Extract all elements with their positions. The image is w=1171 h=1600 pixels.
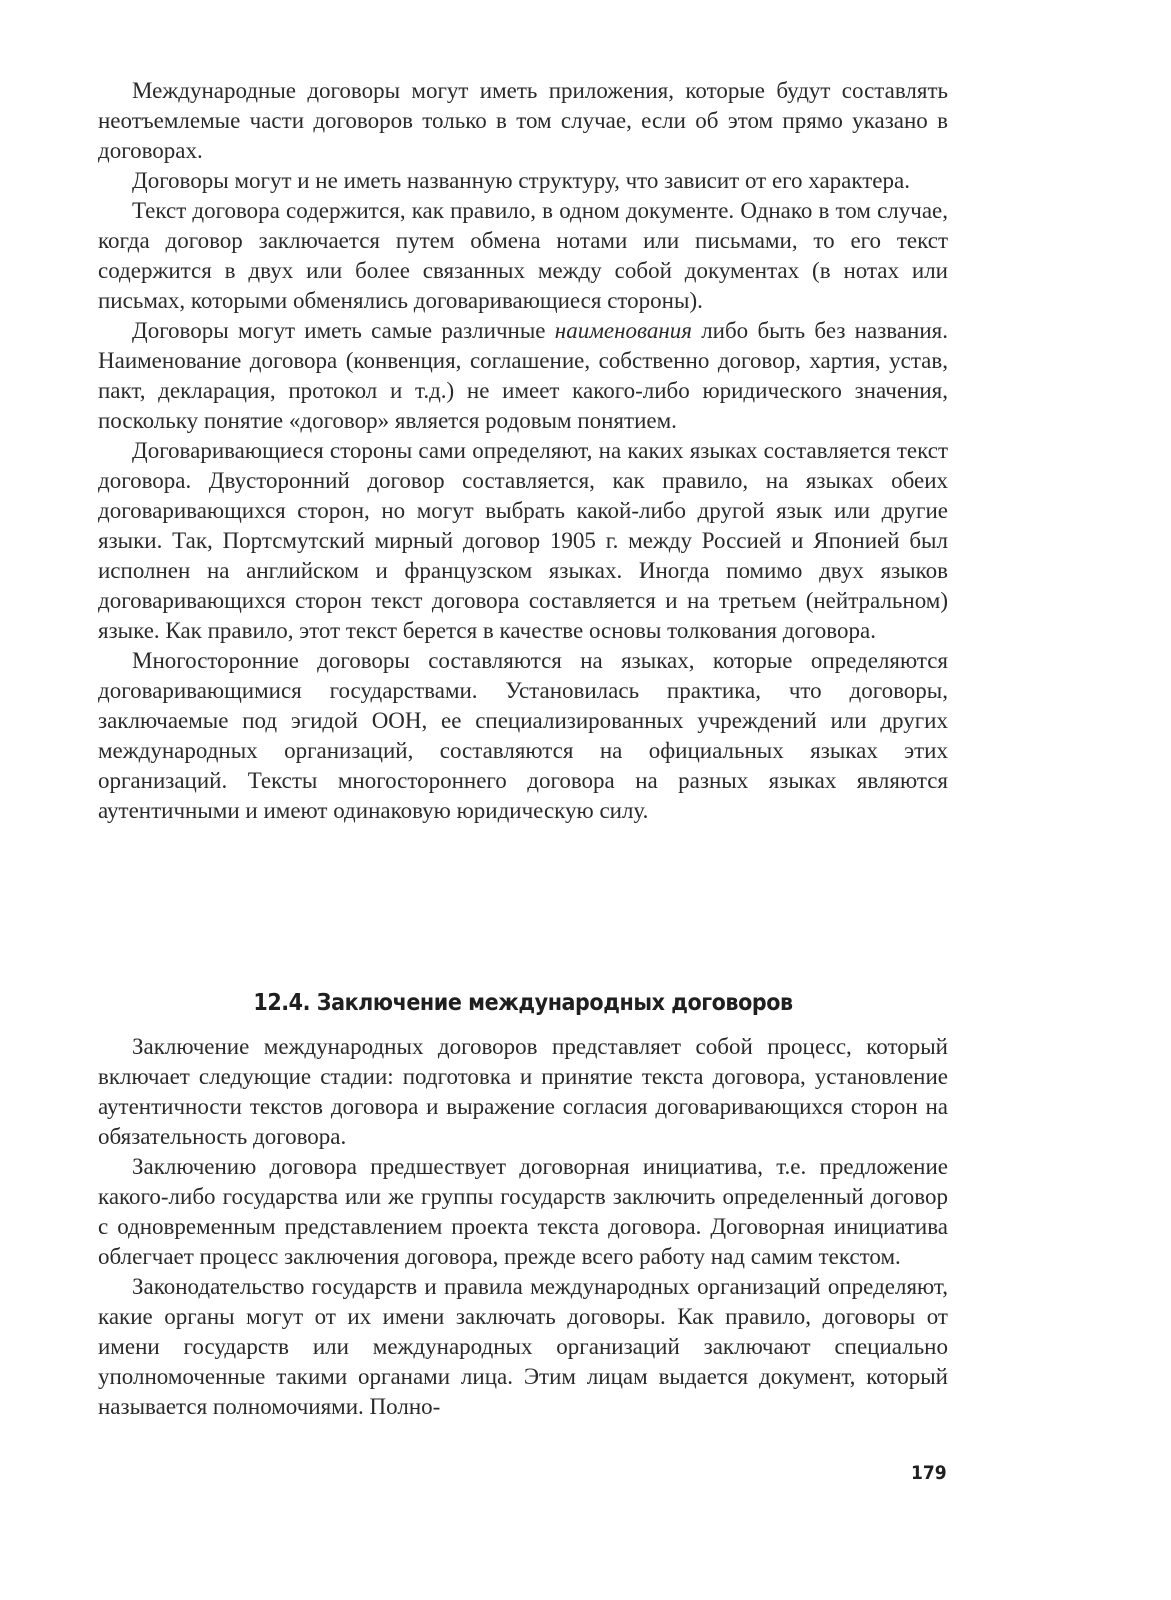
paragraph-text-document: Текст договора содержится, как правило, в одном документе. Однако в том случае, когда договор заключается путем обмена нотами или письмами, то его текст содержится в двух или более связанных между собой документах (в нотах или письмах, которыми обменялись договаривающиеся стороны). — [98, 198, 948, 313]
page-number: 179 — [911, 1462, 948, 1484]
paragraph-stages: Заключение международных договоров представляет собой процесс, который включает следующие стадии: подготовка и принятие текста договора, установление аутентичности текстов договора и выражение согласия договаривающихся сторон на обязательность договора. — [98, 1034, 948, 1149]
section-heading: 12.4. Заключение международных договоров — [253, 990, 793, 1016]
paragraph-multilateral: Многосторонние договоры составляются на языках, которые определяются договаривающимися государствами. Установилась практика, что договоры, заключаемые под эгидой ООН, ее специализированных учреждений или других международных организаций, составляются на официальных языках этих организаций. Тексты многостороннего договора на разных языках являются аутентичными и имеют одинаковую юридическую силу. — [98, 648, 948, 823]
paragraph-languages: Договаривающиеся стороны сами определяют, на каких языках составляется текст договора. Двусторонний договор составляется, как правило, на языках обеих договаривающихся сторон, но могут выбрать какой-либо другой язык или другие языки. Так, Портсмутский мирный договор 1905 г. между Россией и Японией был исполнен на английском и французском языках. Иногда помимо двух языков договаривающихся сторон текст договора составляется и на третьем (нейтральном) языке. Как правило, этот текст берется в качестве основы толкования договора. — [98, 438, 948, 643]
paragraph-names-after: либо быть без названия. Наименование договора (конвенция, соглашение, собственно договор, хартия, устав, пакт, декларация, протокол и т.д.) не имеет какого-либо юридического значения, поскольку понятие «договор» является родовым понятием. — [98, 318, 948, 433]
paragraph-initiative: Заключению договора предшествует договорная инициатива, т.е. предложение какого-либо государства или же группы государств заключить определенный договор с одновременным представлением проекта текста договора. Договорная инициатива облегчает процесс заключения договора, прежде всего работу над самим текстом. — [98, 1154, 948, 1269]
paragraph-names-before: Договоры могут иметь самые различные — [132, 318, 555, 343]
paragraph-names — [98, 316, 948, 436]
paragraph-authority: Законодательство государств и правила международных организаций определяют, какие органы могут от их имени заключать договоры. Как правило, договоры от имени государств или международных организаций заключают специально уполномоченные такими органами лица. Этим лицам выдается документ, который называется полномочиями. Полно- — [98, 1274, 948, 1419]
text-block-section-2 — [98, 1032, 948, 1422]
paragraph-annexes: Международные договоры могут иметь приложения, которые будут составлять неотъемлемые части договоров только в том случае, если об этом прямо указано в договорах. — [98, 78, 948, 163]
paragraph-structure: Договоры могут и не иметь названную структуру, что зависит от его характера. — [132, 168, 910, 193]
term-naimenovaniya: наименования — [554, 318, 692, 343]
text-block-section-1 — [98, 76, 948, 826]
